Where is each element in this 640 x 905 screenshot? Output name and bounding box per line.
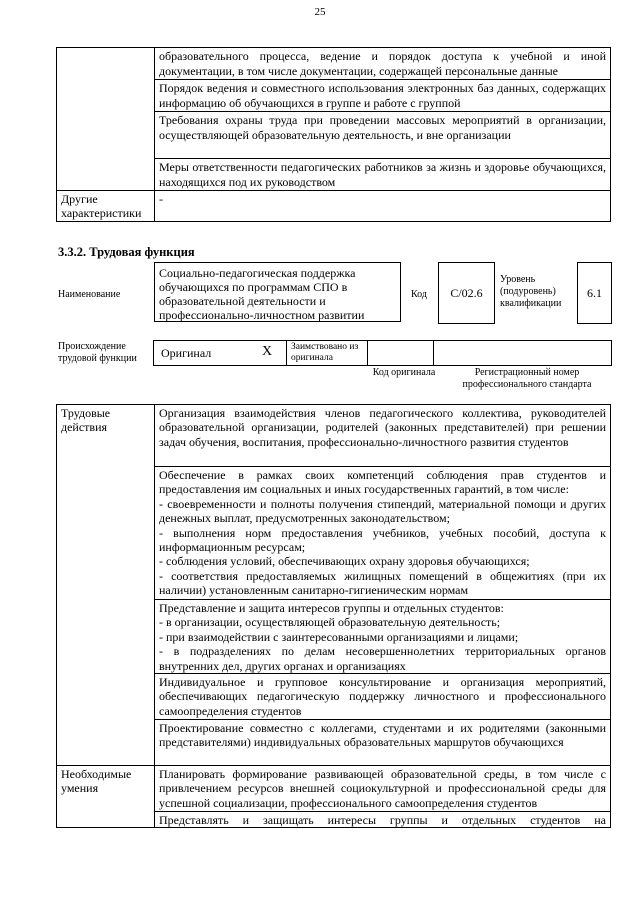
labor-action-row: Представление и защита интересов группы и отдельных студентов: - в организации, осуществляющей образовательную деятельность; - при взаимодействии с заинтересованными организациями и лицами; - в подразделениях по делам несовершеннолетних территориальных органов внутренних дел, других органах и организациях <box>155 600 611 674</box>
divider <box>433 341 434 365</box>
function-name-box <box>154 262 401 322</box>
original-label: Оригинал <box>161 346 212 360</box>
function-code-value: С/02.6 <box>450 286 483 300</box>
page-number: 25 <box>314 6 326 18</box>
labor-action-row: Обеспечение в рамках своих компетенций соблюдения прав студентов и предоставления им социальных и иных государственных гарантий, в том числе: - своевременности и полноты получения стипендий, материальной помощи и других денежных выплат, предусмотренных законодательством; - выполнения норм предоставления учебников, учебных пособий, доступа к информационным ресурсам; - соблюдения условий, обеспечивающих охрану здоровья обучающихся; - соответствия предоставляемых жилищных помещений в общежитиях (при их наличии) установленным санитарно-гигиеническим нормам <box>155 467 611 600</box>
original-mark: X <box>262 344 273 359</box>
requirement-row: Меры ответственности педагогических работников за жизнь и здоровье обучающихся, находящихся под их руководством <box>155 159 611 191</box>
other-characteristics-value: - <box>155 191 611 222</box>
function-name-text: Социально-педагогическая поддержка обучающихся по программам СПО в образовательной деятельности и профессионально-личностном развитии <box>159 266 365 322</box>
regnum-caption: Регистрационный номер профессионального стандарта <box>462 367 592 390</box>
labor-function-table <box>56 404 611 828</box>
level-label: Уровень (подуровень) квалификации <box>500 274 562 309</box>
skill-row: Представлять и защищать интересы группы и отдельных студентов на <box>155 812 611 828</box>
code-original-caption: Код оригинала <box>372 367 436 378</box>
qualification-level-box <box>577 262 612 324</box>
origin-label: Происхождение трудовой функции <box>58 341 137 364</box>
continued-label-cell <box>57 48 155 191</box>
qualification-level-value: 6.1 <box>587 286 602 300</box>
function-code-box <box>438 262 495 324</box>
requirement-row: Требования охраны труда при проведении массовых мероприятий в организации, осуществляющей образовательную деятельность, и вне организации <box>155 112 611 159</box>
name-label: Наименование <box>58 289 121 300</box>
other-characteristics-label: Другие характеристики <box>57 191 155 222</box>
top-characteristics-table <box>56 47 611 222</box>
divider <box>367 341 368 365</box>
origin-row <box>153 340 612 366</box>
requirement-row: образовательного процесса, ведение и порядок доступа к учебной и иной документации, в том числе документации, содержащей персональные данные <box>155 48 611 80</box>
labor-actions-label: Трудовые действия <box>57 405 155 766</box>
labor-action-row: Проектирование совместно с коллегами, студентами и их родителями (законными представителями) индивидуальных образовательных маршрутов обучающихся <box>155 720 611 766</box>
borrowed-label: Заимствовано из оригинала <box>291 342 359 363</box>
skills-label: Необходимые умения <box>57 766 155 828</box>
skill-row: Планировать формирование развивающей образовательной среды, в том числе с привлечением ресурсов внешней социокультурной и профессиональной среды для успешной социализации, профессионального самоопределения студентов <box>155 766 611 812</box>
requirement-row: Порядок ведения и совместного использования электронных баз данных, содержащих информацию об обучающихся в группе и работе с группой <box>155 80 611 112</box>
code-label: Код <box>411 289 427 300</box>
labor-action-row: Организация взаимодействия членов педагогического коллектива, руководителей образовательной организации, родителей (законных представителей) при решении задач обучения, воспитания, профессионально-личностного развития студентов <box>155 405 611 467</box>
divider <box>286 341 287 365</box>
labor-action-row: Индивидуальное и групповое консультирование и организация мероприятий, обеспечивающих педагогическую поддержку личностного и профессионального самоопределения студентов <box>155 674 611 720</box>
section-title: 3.3.2. Трудовая функция <box>58 245 195 259</box>
